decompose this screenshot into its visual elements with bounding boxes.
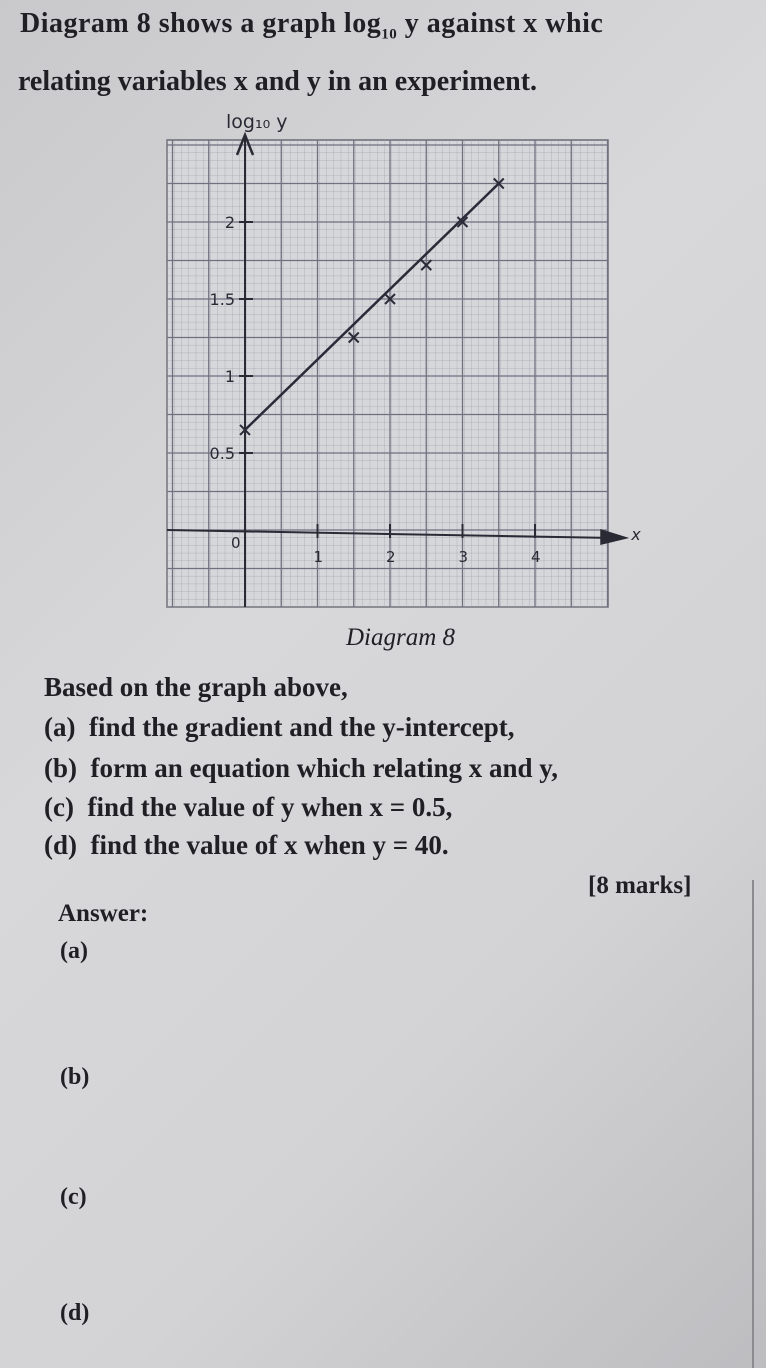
answer-c: (c) (60, 1184, 87, 1210)
x-tick-label: 0 (231, 534, 241, 552)
y-tick-label: 0.5 (209, 444, 235, 463)
x-tick-label: 3 (458, 548, 469, 566)
y-tick-label: 1 (224, 367, 235, 386)
question-text: find the value of x when y = 40. (90, 830, 449, 860)
x-tick-label: 4 (531, 548, 541, 566)
answer-label: Answer: (58, 900, 149, 927)
page-border (752, 880, 754, 1368)
question-text: find the gradient and the y-intercept, (88, 712, 515, 742)
prompt: Based on the graph above, (44, 672, 348, 702)
answer-d: (d) (60, 1300, 90, 1326)
question-d (44, 830, 449, 861)
intro-text: Diagram 8 shows a graph log (20, 8, 382, 39)
x-axis-arrow-icon (600, 529, 629, 545)
answer-b: (b) (60, 1064, 90, 1090)
x-tick-label: 1 (313, 548, 324, 566)
question-text: form an equation which relating x and y, (90, 753, 559, 783)
x-tick-label: 2 (386, 548, 396, 566)
question-text: find the value of y when x = 0.5, (87, 792, 453, 822)
answer-a: (a) (60, 938, 88, 964)
marks: [8 marks] (588, 872, 692, 899)
y-tick-label: 1.5 (209, 290, 235, 309)
x-axis-label: x (631, 525, 641, 544)
log-graph (0, 0, 766, 640)
intro-line-2: relating variables x and y in an experiment. (18, 66, 538, 97)
intro-text-end: y against x whic (397, 8, 604, 39)
question-c (44, 792, 452, 823)
y-axis-label: log₁₀ y (226, 111, 288, 133)
question-label: (b) (44, 753, 77, 783)
diagram-caption: Diagram 8 (346, 624, 456, 651)
question-label: (a) (44, 712, 76, 742)
question-label: (c) (44, 792, 74, 822)
log-base: 10 (381, 26, 398, 43)
y-tick-label: 2 (224, 213, 235, 232)
question-label: (d) (44, 830, 77, 860)
question-a (44, 712, 514, 743)
question-b (44, 753, 558, 784)
